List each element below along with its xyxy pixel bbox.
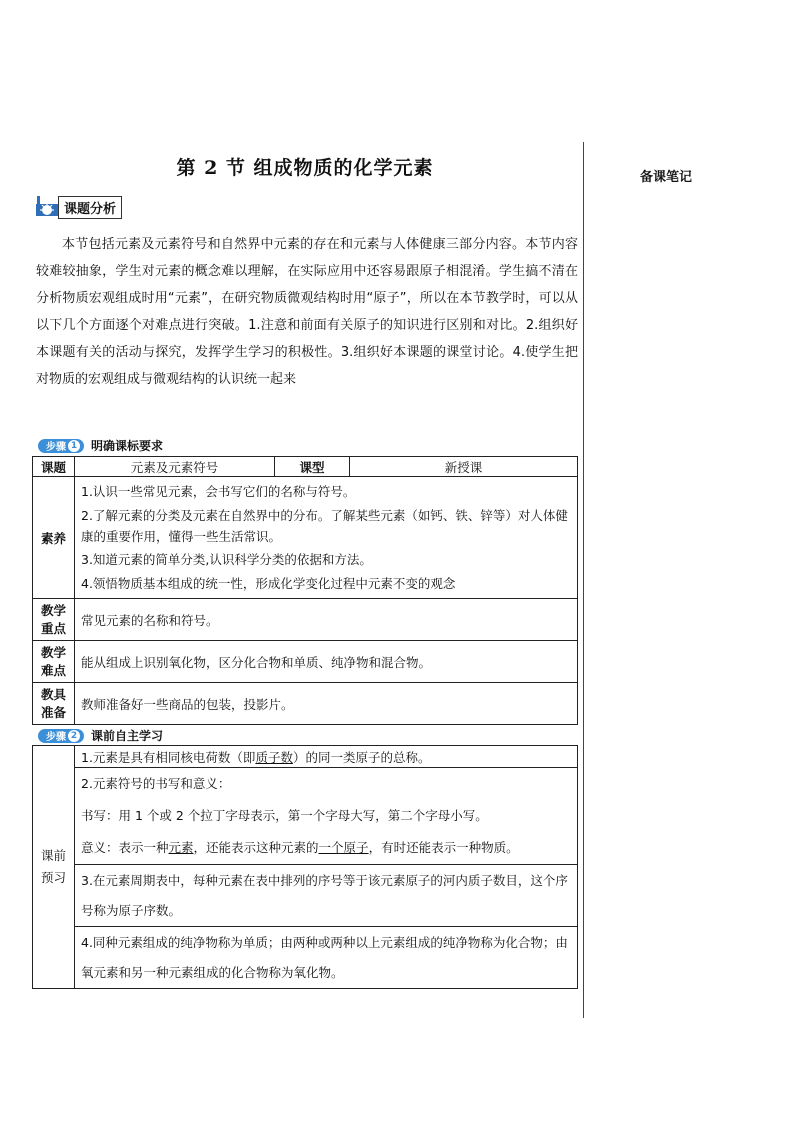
topic-value: 元素及元素符号: [75, 457, 275, 477]
step-2-title: 课前自主学习: [91, 729, 164, 743]
preview-row-2: [75, 768, 578, 865]
page-title: 第 2 节 组成物质的化学元素: [176, 157, 434, 179]
step-1-title: 明确课标要求: [91, 439, 164, 453]
margin-divider: [583, 142, 584, 1018]
sun-icon: [36, 196, 60, 218]
step-2-pill: [38, 729, 84, 743]
step-2-number: 2: [68, 730, 80, 742]
row2-writing: 书写：用 1 个或 2 个拉丁字母表示，第一个字母大写，第二个字母小写。: [81, 808, 488, 823]
row2-meaning-b: ，还能表示这种元素的: [193, 840, 319, 855]
step-2-header: [38, 728, 163, 743]
row2-meaning-c: ，有时还能表示一种物质。: [368, 840, 519, 855]
analysis-badge-label: 课题分析: [58, 196, 122, 219]
preview-row-1: [75, 746, 578, 768]
analysis-badge: [36, 196, 122, 218]
row1-underlined: 质子数: [255, 749, 293, 765]
row2-meaning-u2: 一个原子: [318, 840, 369, 855]
tools-value: 教师准备好一些商品的包装，投影片。: [75, 683, 578, 725]
preview-table: [32, 745, 578, 989]
literacy-item-3: 3.知道元素的简单分类,认识科学分类的依据和方法。: [81, 551, 372, 567]
type-label: 课型: [275, 457, 350, 477]
row1-text-b: ）的同一类原子的总称。: [292, 749, 431, 765]
literacy-item-1: 1.认识一些常见元素，会书写它们的名称与符号。: [81, 483, 356, 499]
literacy-item-4: 4.领悟物质基本组成的统一性，形成化学变化过程中元素不变的观念: [81, 575, 456, 591]
row2-meaning: [81, 832, 571, 864]
topic-label: 课题: [33, 457, 75, 477]
row2-title: 2.元素符号的书写和意义：: [81, 776, 231, 791]
step-2-pill-text: 步骤: [46, 732, 66, 743]
row2-meaning-a: 意义：表示一种: [81, 840, 169, 855]
step-1-header: [38, 438, 163, 453]
preview-row-3: 3.在元素周期表中，每种元素在表中排列的序号等于该元素原子的河内质子数目，这个序号称为原子序数。: [75, 865, 578, 927]
step-1-number: 1: [68, 440, 80, 452]
preview-row-4: 4.同种元素组成的纯净物称为单质；由两种或两种以上元素组成的纯净物称为化合物；由氧元素和另一种元素组成的化合物称为氧化物。: [75, 927, 578, 989]
key-value: 常见元素的名称和符号。: [75, 599, 578, 641]
preview-label: 课前预习: [33, 746, 75, 989]
intro-paragraph: 本节包括元素及元素符号和自然界中元素的存在和元素与人体健康三部分内容。本节内容较难较抽象，学生对元素的概念难以理解，在实际应用中还容易跟原子相混淆。学生搞不清在分析物质宏观组成时用“元素”，在研究物质微观结构时用“原子”，所以在本节教学时，可以从以下几个方面逐个对难点进行突破。1.注意和前面有关原子的知识进行区别和对比。2.组织好本课题有关的活动与探究，发挥学生学习的积极性。3.组织好本课题的课堂讨论。4.使学生把对物质的宏观组成与微观结构的认识统一起来: [36, 237, 578, 387]
step-1-pill-text: 步骤: [46, 442, 66, 453]
difficult-value: 能从组成上识别氧化物，区分化合物和单质、纯净物和混合物。: [75, 641, 578, 683]
row2-meaning-u1: 元素: [168, 840, 194, 855]
curriculum-table: [32, 456, 578, 725]
notes-column-title: 备课笔记: [640, 170, 693, 185]
literacy-label: 素养: [33, 477, 75, 599]
difficult-label: 教学难点: [33, 641, 75, 683]
literacy-item-2: 2.了解元素的分类及元素在自然界中的分布。了解某些元素（如钙、铁、锌等）对人体健康的重要作用，懂得一些生活常识。: [81, 507, 568, 544]
step-1-pill: [38, 439, 84, 453]
key-label: 教学重点: [33, 599, 75, 641]
type-value: 新授课: [350, 457, 578, 477]
tools-label: 教具准备: [33, 683, 75, 725]
row1-text-a: 1.元素是具有相同核电荷数（即: [81, 749, 256, 765]
